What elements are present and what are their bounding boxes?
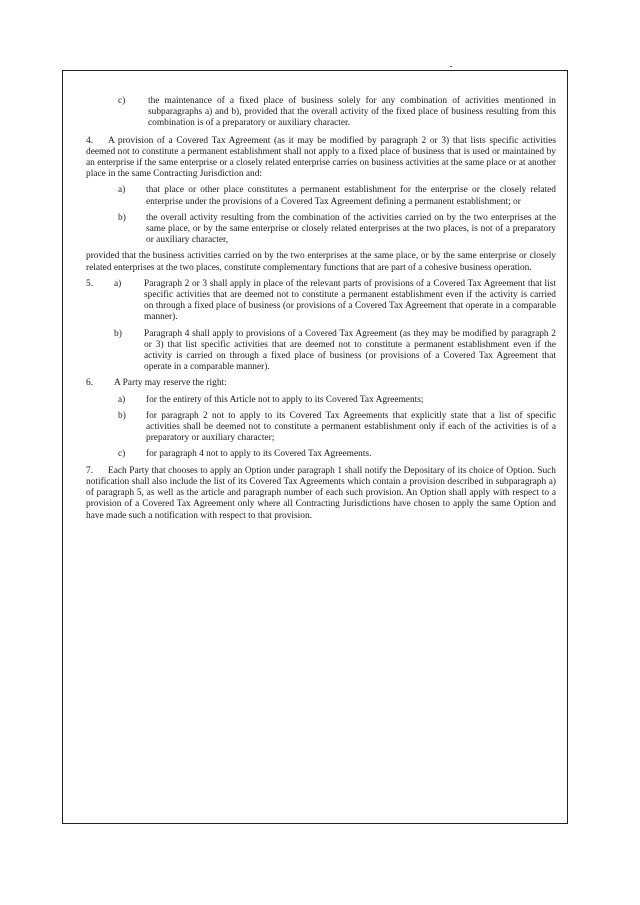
paragraph-6-item-a [88,395,556,406]
item-text: Paragraph 4 shall apply to provisions of a Covered Tax Agreement (as they may be modified by paragraph 2 or 3) that list specific activities that are deemed not to constitute a permanent establishment even if the activity is carried on through a fixed place of business (or provisions of a Covered Tax Agreement that operate in a comparable manner). [144,328,556,373]
item-text: for the entirety of this Article not to apply to its Covered Tax Agreements; [146,394,424,405]
paragraph-6-item-b [88,411,556,445]
item-text: the overall activity resulting from the combination of the activities carried on by the two enterprises at the same place, or by the same enterprise or closely related enterprises at the two places, is not of a preparatory or auxiliary character, [146,212,556,246]
paragraph-5-item-b [86,329,556,374]
item-label: c) [118,449,126,460]
paragraph-4-item-b [88,213,556,247]
paragraph-number: 7. [86,465,94,476]
paragraph-text: A Party may reserve the right: [114,378,227,389]
scan-mark [450,66,452,67]
page-frame-right-edge [567,70,568,824]
paragraph-text: A provision of a Covered Tax Agreement (as it may be modified by paragraph 2 or 3) that lists specific activities deemed not to constitute a permanent establishment shall not apply to a fixed place of business that is used or maintained by an enterprise if the same enterprise or a closely related enterprise carries on business activities at the same place or at another place in the same Contracting Jurisdiction and: [86,135,556,180]
item-label: a) [114,278,122,289]
item-text: for paragraph 2 not to apply to its Covered Tax Agreements that explicitly state that a list of specific activities shall be deemed not to constitute a permanent establishment only if each of the activities is of a preparatory or auxiliary character; [146,410,556,444]
item-label: a) [118,185,126,196]
paragraph-5-item-a [86,279,556,324]
paragraph-number: 4. [86,135,94,146]
item-label: b) [118,410,126,421]
paragraph-6 [86,378,556,389]
paragraph-7 [86,466,556,522]
subparagraph-text: the maintenance of a fixed place of business solely for any combination of activities mentioned in subparagraphs a) and b), provided that the overall activity of the fixed place of business resulting from this combination is of a preparatory or auxiliary character. [148,96,556,129]
paragraph-number: 5. [86,278,94,289]
document-body [88,96,556,522]
item-label: a) [118,394,126,405]
paragraph-number: 6. [86,378,94,389]
item-label: b) [114,328,122,339]
subparagraph-label: c) [118,96,126,106]
paragraph-text: Each Party that chooses to apply an Option under paragraph 1 shall notify the Depositary of its choice of Option. Such notification shall also include the list of its Covered Tax Agreements which contain a provision described in subparagraph a) of paragraph 5, as well as the article and paragraph number of each such provision. An Option shall apply with respect to a provision of a Covered Tax Agreement only where all Contracting Jurisdictions have chosen to apply the same Option and have made such a notification with respect to that provision. [86,465,556,521]
item-text: for paragraph 4 not to apply to its Covered Tax Agreements. [146,449,372,460]
item-text: that place or other place constitutes a permanent establishment for the enterprise or the closely related enterprise under the provisions of a Covered Tax Agreement defining a permanent establishment; or [146,185,556,207]
paragraph-4-item-a [88,185,556,207]
paragraph-6-item-c [88,449,556,460]
paragraph-4-closing: provided that the business activities carried on by the two enterprises at the same place, or by the same enterprise or closely related enterprises at the two places, constitute complementary functions that are part of a cohesive business operation. [86,251,556,273]
page-frame-bottom-edge [62,823,564,824]
subparagraph-c [88,96,556,130]
item-text: Paragraph 2 or 3 shall apply in place of the relevant parts of provisions of a Covered Tax Agreement that list specific activities that are deemed not to constitute a permanent establishment even if the activity is carried on through a fixed place of business (or provisions of a Covered Tax Agreement that operate in a comparable manner). [144,278,556,323]
item-label: b) [118,212,126,223]
paragraph-4 [86,136,556,181]
